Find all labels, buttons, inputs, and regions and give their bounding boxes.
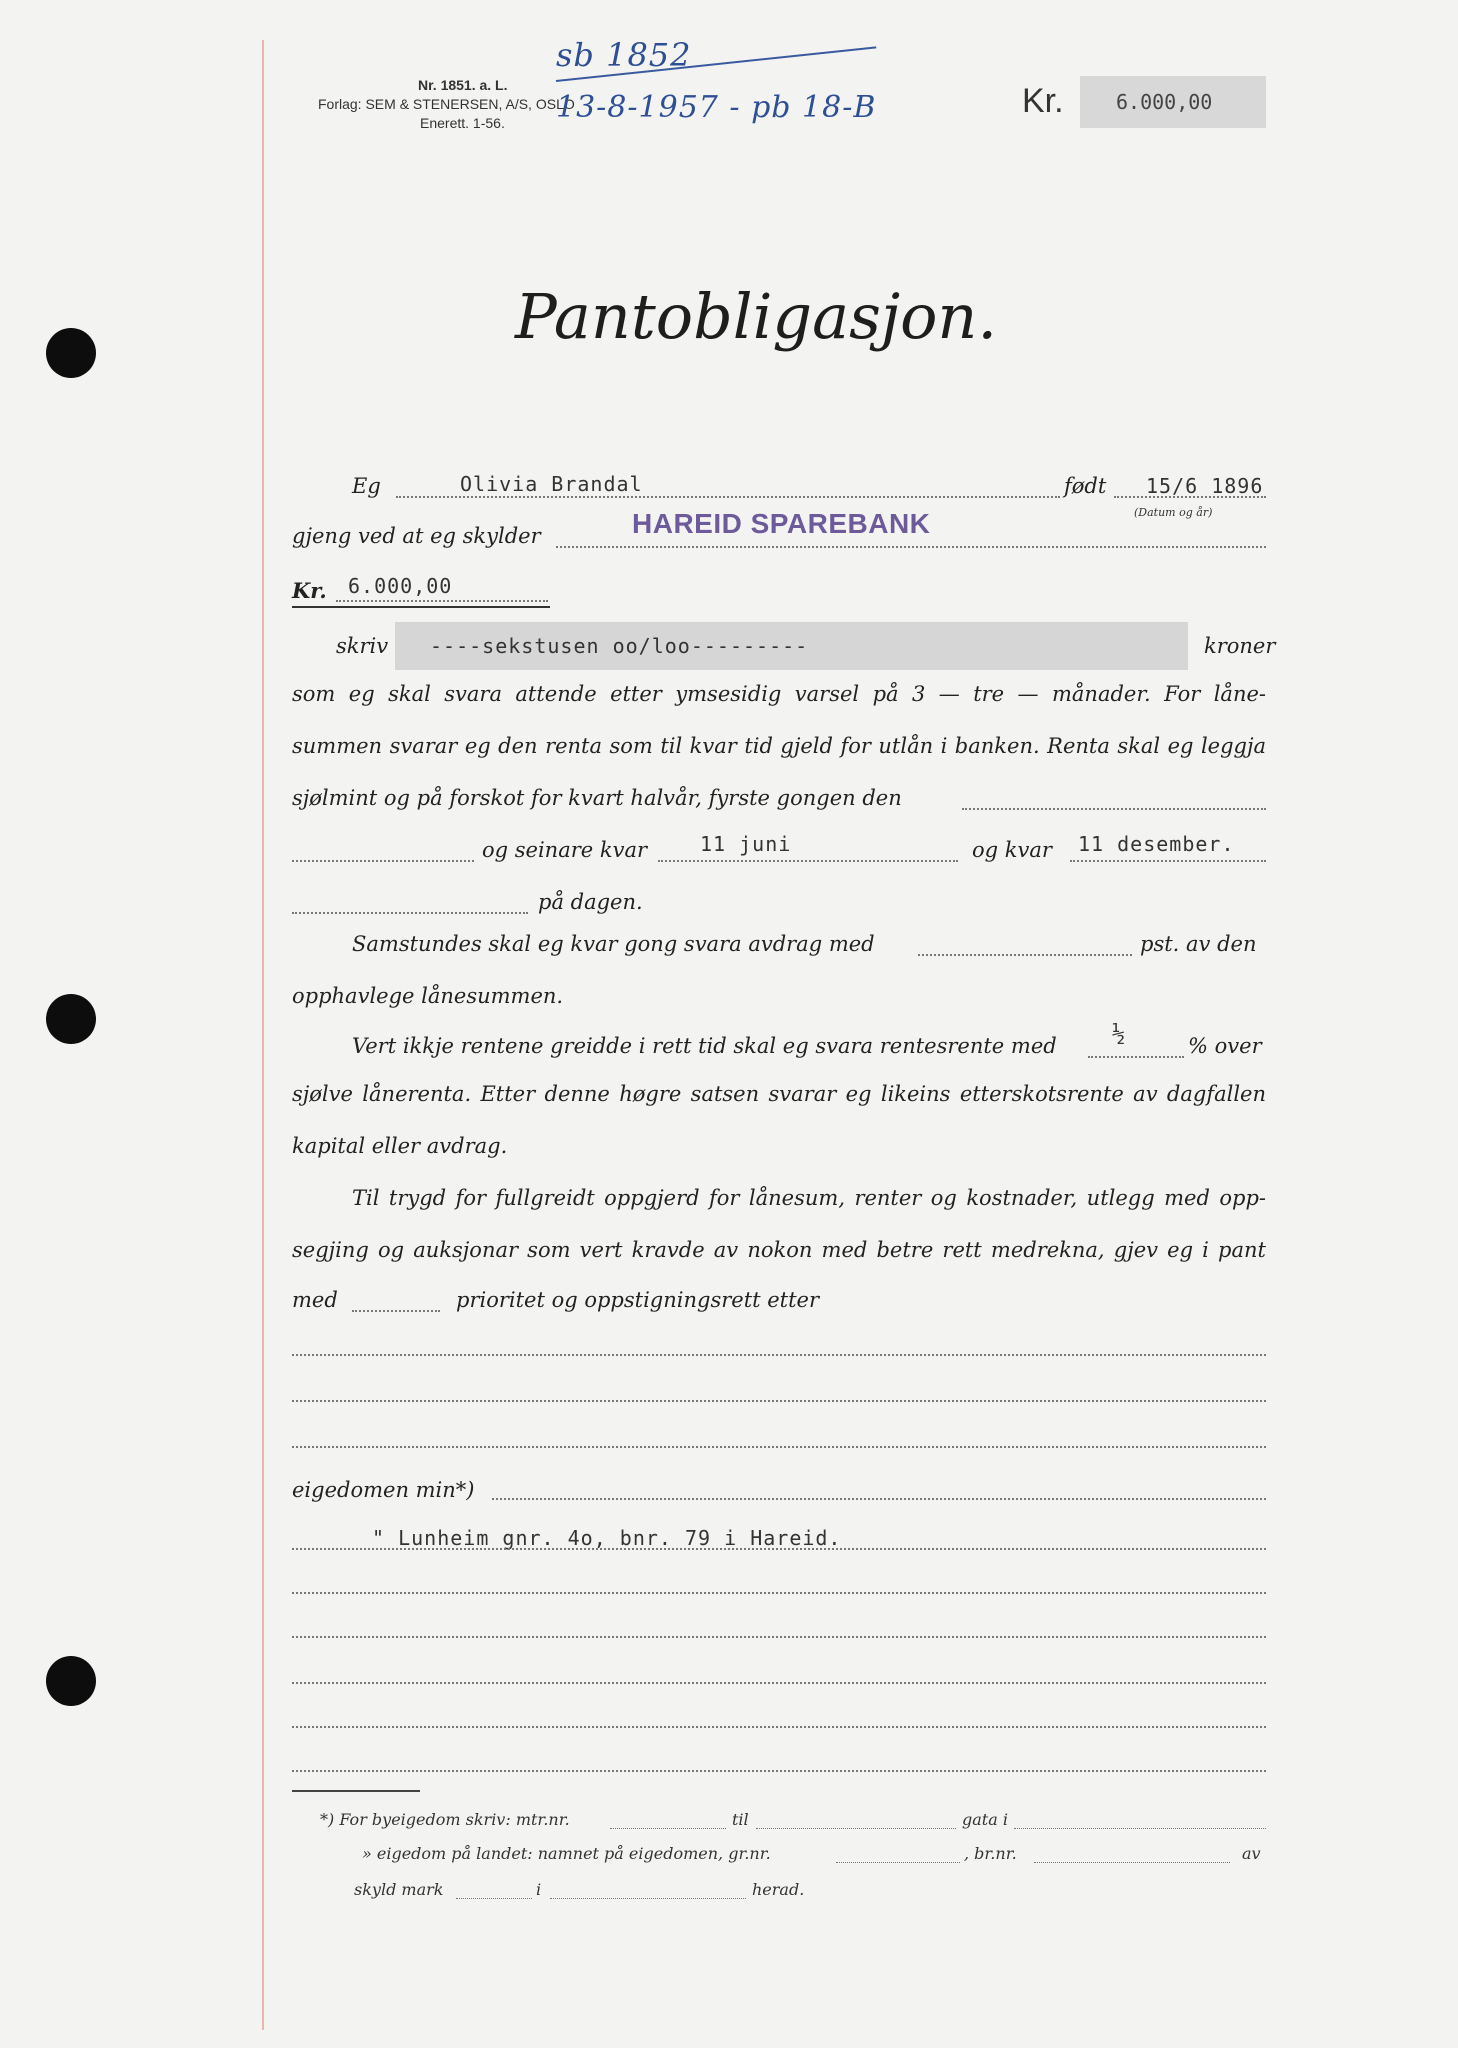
kroner-label: kroner bbox=[1204, 634, 1276, 658]
footnote-skyld-line bbox=[456, 1898, 532, 1899]
kr-label: Kr. bbox=[292, 578, 327, 603]
margin-rule bbox=[262, 40, 264, 2030]
date1-line bbox=[658, 860, 958, 862]
footnote-1a: *) For byeigedom skriv: mtr.nr. bbox=[320, 1810, 570, 1829]
footnote-1b: til bbox=[732, 1810, 749, 1829]
property-line bbox=[492, 1498, 1266, 1500]
kr-underline bbox=[292, 606, 550, 608]
blank-line-3 bbox=[292, 1446, 1266, 1448]
blank-line-2 bbox=[292, 1400, 1266, 1402]
document-title: Pantobligasjon. bbox=[515, 280, 998, 353]
born-label: født bbox=[1064, 474, 1107, 498]
footnote-grnr-line bbox=[836, 1862, 960, 1863]
property-label: eigedomen min*) bbox=[292, 1478, 475, 1502]
punch-hole-bottom bbox=[46, 1656, 96, 1706]
security-line-2: segjing og auksjonar som vert kravde av nokon med betre rett medrekna, gjev eg i pant bbox=[292, 1238, 1266, 1262]
date2-value: 11 desember. bbox=[1078, 832, 1235, 856]
blank-line-7 bbox=[292, 1726, 1266, 1728]
footnote-2b: , br.nr. bbox=[964, 1844, 1017, 1863]
skriv-label: skriv bbox=[336, 634, 389, 658]
penalty-trail: % over bbox=[1188, 1034, 1262, 1058]
penalty-lead: Vert ikkje rentene greidde i rett tid skal eg svara rentesrente med bbox=[352, 1034, 1057, 1058]
on-the-day-label: på dagen. bbox=[538, 890, 643, 914]
terms-line-2: summen svarar eg den renta som til kvar tid gjeld for utlån i banken. Renta skal eg leggja bbox=[292, 734, 1266, 758]
footnote-brnr-line bbox=[1034, 1862, 1230, 1863]
footnote-til-line bbox=[756, 1828, 956, 1829]
date1-value: 11 juni bbox=[700, 832, 792, 856]
installment-trail: pst. av den bbox=[1140, 932, 1257, 956]
blank-line-1 bbox=[292, 1354, 1266, 1356]
form-number: Nr. 1851. a. L. bbox=[418, 77, 508, 93]
footnote-3b: i bbox=[536, 1880, 542, 1899]
first-date-cont-line bbox=[292, 860, 474, 862]
penalty-rate: ½ bbox=[1112, 1022, 1127, 1047]
blank-line-8 bbox=[292, 1770, 1266, 1772]
footnote-gata-line bbox=[1014, 1828, 1266, 1829]
kr-value: 6.000,00 bbox=[348, 574, 453, 598]
publisher: Forlag: SEM & STENERSEN, A/S, OSLO bbox=[318, 96, 575, 112]
installment-lead: Samstundes skal eg kvar gong svara avdrag med bbox=[352, 932, 875, 956]
with-label: med bbox=[292, 1288, 338, 1312]
footnote-2c: av bbox=[1242, 1844, 1261, 1863]
priority-line bbox=[352, 1310, 440, 1312]
name-field-line bbox=[396, 496, 1060, 498]
terms-line-1: som eg skal svara attende etter ymsesidig varsel på 3 — tre — månader. For låne- bbox=[292, 682, 1266, 706]
blank-line-5 bbox=[292, 1636, 1266, 1638]
punch-hole-middle bbox=[46, 994, 96, 1044]
footnote-mtr-line bbox=[610, 1828, 726, 1829]
blank-line-6 bbox=[292, 1682, 1266, 1684]
blank-line-4 bbox=[292, 1592, 1266, 1594]
creditor-field-line bbox=[556, 546, 1266, 548]
datum-note: (Datum og år) bbox=[1134, 506, 1213, 519]
amount-label: Kr. bbox=[1022, 82, 1064, 120]
written-amount: ----sekstusen oo/loo--------- bbox=[430, 634, 809, 658]
amount-box: 6.000,00 bbox=[1080, 76, 1266, 128]
footnote-2a: » eigedom på landet: namnet på eigedomen, gr.nr. bbox=[362, 1844, 771, 1863]
installment-line bbox=[918, 954, 1132, 956]
owes-label: gjeng ved at eg skylder bbox=[292, 524, 541, 548]
born-date: 15/6 1896 bbox=[1146, 474, 1264, 498]
penalty-rate-line bbox=[1088, 1056, 1184, 1058]
priority-label: prioritet og oppstigningsrett etter bbox=[456, 1288, 820, 1312]
first-date-line bbox=[962, 808, 1266, 810]
date2-line bbox=[1070, 860, 1266, 862]
property-value: " Lunheim gnr. 4o, bnr. 79 i Hareid. bbox=[372, 1526, 842, 1550]
handwritten-reference: sb 1852 bbox=[556, 36, 692, 74]
kr-field-line bbox=[336, 600, 548, 602]
property-value-line bbox=[292, 1548, 1266, 1550]
eg-label: Eg bbox=[352, 474, 381, 498]
day-line bbox=[292, 912, 528, 914]
and-each-label: og kvar bbox=[972, 838, 1052, 862]
footnote-rule bbox=[292, 1790, 420, 1792]
debtor-name: Olivia Brandal bbox=[460, 472, 643, 496]
footnote-1c: gata i bbox=[962, 1810, 1008, 1829]
subsequent-label: og seinare kvar bbox=[482, 838, 648, 862]
handwritten-date: 13-8-1957 - pb 18-B bbox=[556, 90, 877, 125]
security-line-1: Til trygd for fullgreidt oppgjerd for lånesum, renter og kostnader, utlegg med opp- bbox=[352, 1186, 1266, 1210]
penalty-line-2: sjølve lånerenta. Etter denne høgre satsen svarar eg likeins etterskotsrente av dagfallen bbox=[292, 1082, 1266, 1106]
footnote-3a: skyld mark bbox=[354, 1880, 444, 1899]
installment-line-2: opphavlege lånesummen. bbox=[292, 984, 564, 1008]
footnote-i-line bbox=[550, 1898, 746, 1899]
penalty-line-3: kapital eller avdrag. bbox=[292, 1134, 508, 1158]
copyright: Enerett. 1-56. bbox=[420, 115, 505, 131]
punch-hole-top bbox=[46, 328, 96, 378]
creditor-stamp: HAREID SPAREBANK bbox=[632, 508, 931, 539]
terms-line-3: sjølmint og på forskot for kvart halvår, fyrste gongen den bbox=[292, 786, 902, 810]
footnote-3c: herad. bbox=[752, 1880, 805, 1899]
